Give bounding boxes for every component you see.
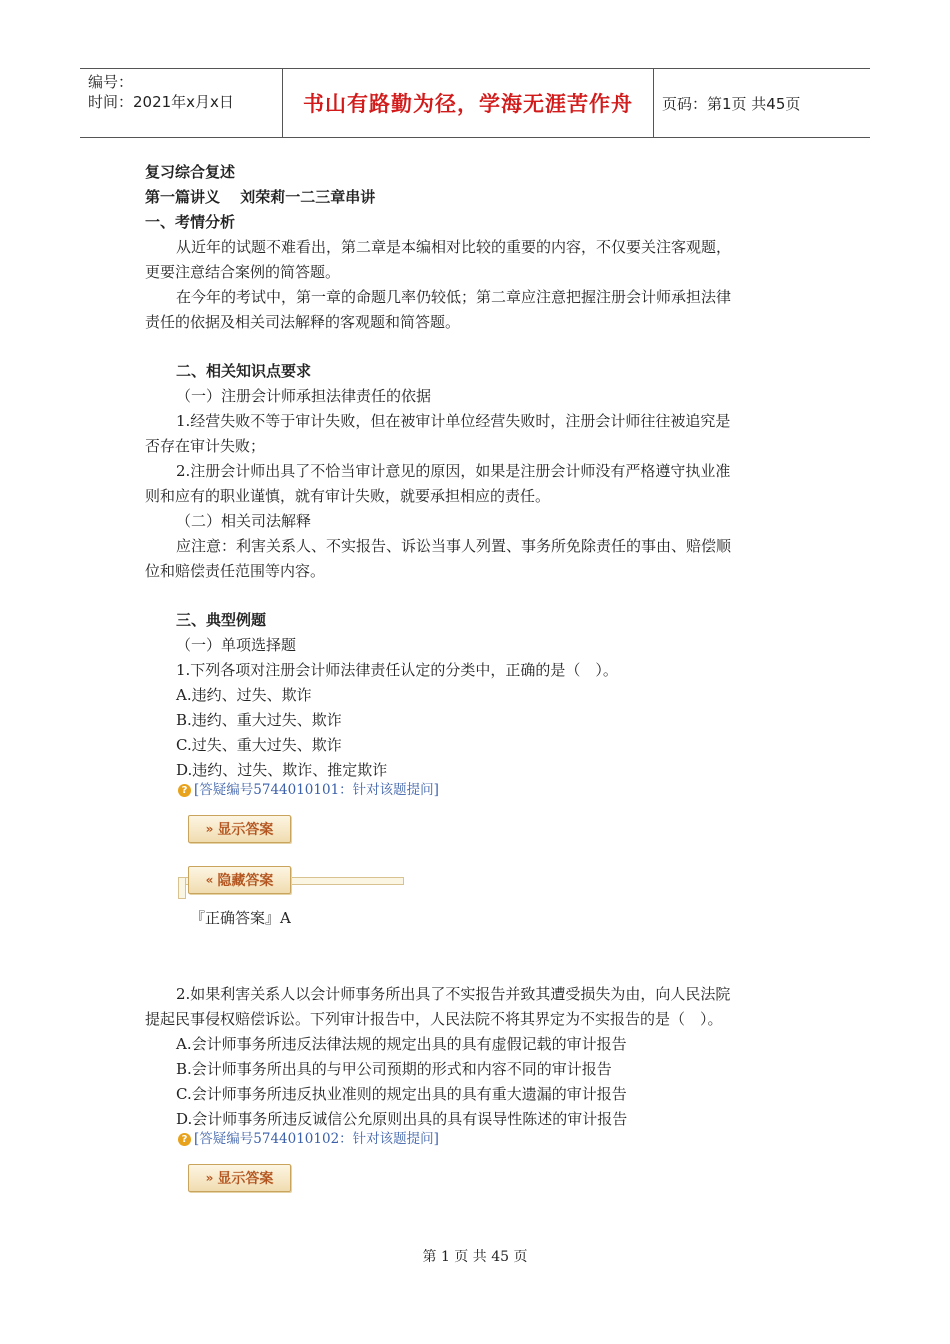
show-answer-button[interactable] xyxy=(188,815,291,843)
double-chevron-right-icon: » xyxy=(205,1171,214,1185)
question-option: B.违约、重大过失、欺诈 xyxy=(176,711,342,729)
page-footer: 第 1 页 共 45 页 xyxy=(422,1249,528,1265)
doc-date-label: 时间：2021年x月x日 xyxy=(88,93,234,111)
header-motto: 书山有路勤为径，学海无涯苦作舟 xyxy=(282,69,654,137)
paragraph-line: 在今年的考试中，第一章的命题几率仍较低；第二章应注意把握注册会计师承担法律 xyxy=(176,288,732,306)
subsection-heading: （一）注册会计师承担法律责任的依据 xyxy=(176,387,432,405)
paragraph-line: 更要注意结合案例的简答题。 xyxy=(145,263,341,281)
show-answer-button[interactable] xyxy=(188,1164,291,1192)
subsection-heading: （二）相关司法解释 xyxy=(176,512,312,530)
question-option: C.过失、重大过失、欺诈 xyxy=(176,736,342,754)
double-chevron-up-icon: « xyxy=(205,873,214,887)
qa-link[interactable] xyxy=(178,780,439,800)
question-option: A.会计师事务所违反法律法规的规定出具的具有虚假记载的审计报告 xyxy=(176,1035,627,1053)
section-3-heading: 三、典型例题 xyxy=(176,611,267,629)
section-2-heading: 二、相关知识点要求 xyxy=(176,362,312,380)
question-stem: 1.下列各项对注册会计师法律责任认定的分类中，正确的是（ ）。 xyxy=(176,661,618,679)
hide-answer-label: 隐藏答案 xyxy=(217,873,274,889)
page-header xyxy=(80,68,870,138)
qa-link-label: [答疑编号5744010101：针对该题提问] xyxy=(194,782,439,798)
doc-subtitle: 第一篇讲义 刘荣莉一二三章串讲 xyxy=(145,188,376,206)
question-option: A.违约、过失、欺诈 xyxy=(176,686,312,704)
question-option: C.会计师事务所违反执业准则的规定出具的具有重大遗漏的审计报告 xyxy=(176,1085,627,1103)
question-stem: 2.如果利害关系人以会计师事务所出具了不实报告并致其遭受损失为由，向人民法院 xyxy=(176,985,731,1003)
correct-answer: 『正确答案』A xyxy=(190,909,291,927)
qa-link-label: [答疑编号5744010102：针对该题提问] xyxy=(194,1131,439,1147)
paragraph-line: 1.经营失败不等于审计失败，但在被审计单位经营失败时，注册会计师往往被追究是 xyxy=(176,412,731,430)
hide-answer-button[interactable] xyxy=(188,866,291,894)
question-circle-icon: ? xyxy=(178,1133,191,1146)
show-answer-label: 显示答案 xyxy=(217,1171,274,1187)
qa-link[interactable] xyxy=(178,1129,439,1149)
question-circle-icon: ? xyxy=(178,784,191,797)
double-chevron-right-icon: » xyxy=(205,822,214,836)
doc-number-label: 编号： xyxy=(88,73,134,91)
paragraph-line: 位和赔偿责任范围等内容。 xyxy=(145,562,326,580)
question-option: D.会计师事务所违反诚信公允原则出具的具有误导性陈述的审计报告 xyxy=(176,1110,628,1128)
question-option: D.违约、过失、欺诈、推定欺诈 xyxy=(176,761,388,779)
subsection-heading: （一）单项选择题 xyxy=(176,636,297,654)
doc-title: 复习综合复述 xyxy=(145,163,236,181)
header-page-label: 页码：第1页 共45页 xyxy=(662,94,801,113)
paragraph-line: 应注意：利害关系人、不实报告、诉讼当事人列置、事务所免除责任的事由、赔偿顺 xyxy=(176,537,732,555)
show-answer-label: 显示答案 xyxy=(217,822,274,838)
answer-panel-frame-edge xyxy=(178,877,186,899)
header-meta xyxy=(80,69,282,137)
paragraph-line: 否存在审计失败； xyxy=(145,437,266,455)
paragraph-line: 则和应有的职业谨慎，就有审计失败，就要承担相应的责任。 xyxy=(145,487,551,505)
paragraph-line: 从近年的试题不难看出，第二章是本编相对比较的重要的内容，不仅要关注客观题， xyxy=(176,238,732,256)
paragraph-line: 2.注册会计师出具了不恰当审计意见的原因，如果是注册会计师没有严格遵守执业准 xyxy=(176,462,731,480)
question-option: B.会计师事务所出具的与甲公司预期的形式和内容不同的审计报告 xyxy=(176,1060,612,1078)
section-1-heading: 一、考情分析 xyxy=(145,213,236,231)
paragraph-line: 责任的依据及相关司法解释的客观题和简答题。 xyxy=(145,313,461,331)
question-stem: 提起民事侵权赔偿诉讼。下列审计报告中，人民法院不将其界定为不实报告的是（ ）。 xyxy=(145,1010,723,1028)
